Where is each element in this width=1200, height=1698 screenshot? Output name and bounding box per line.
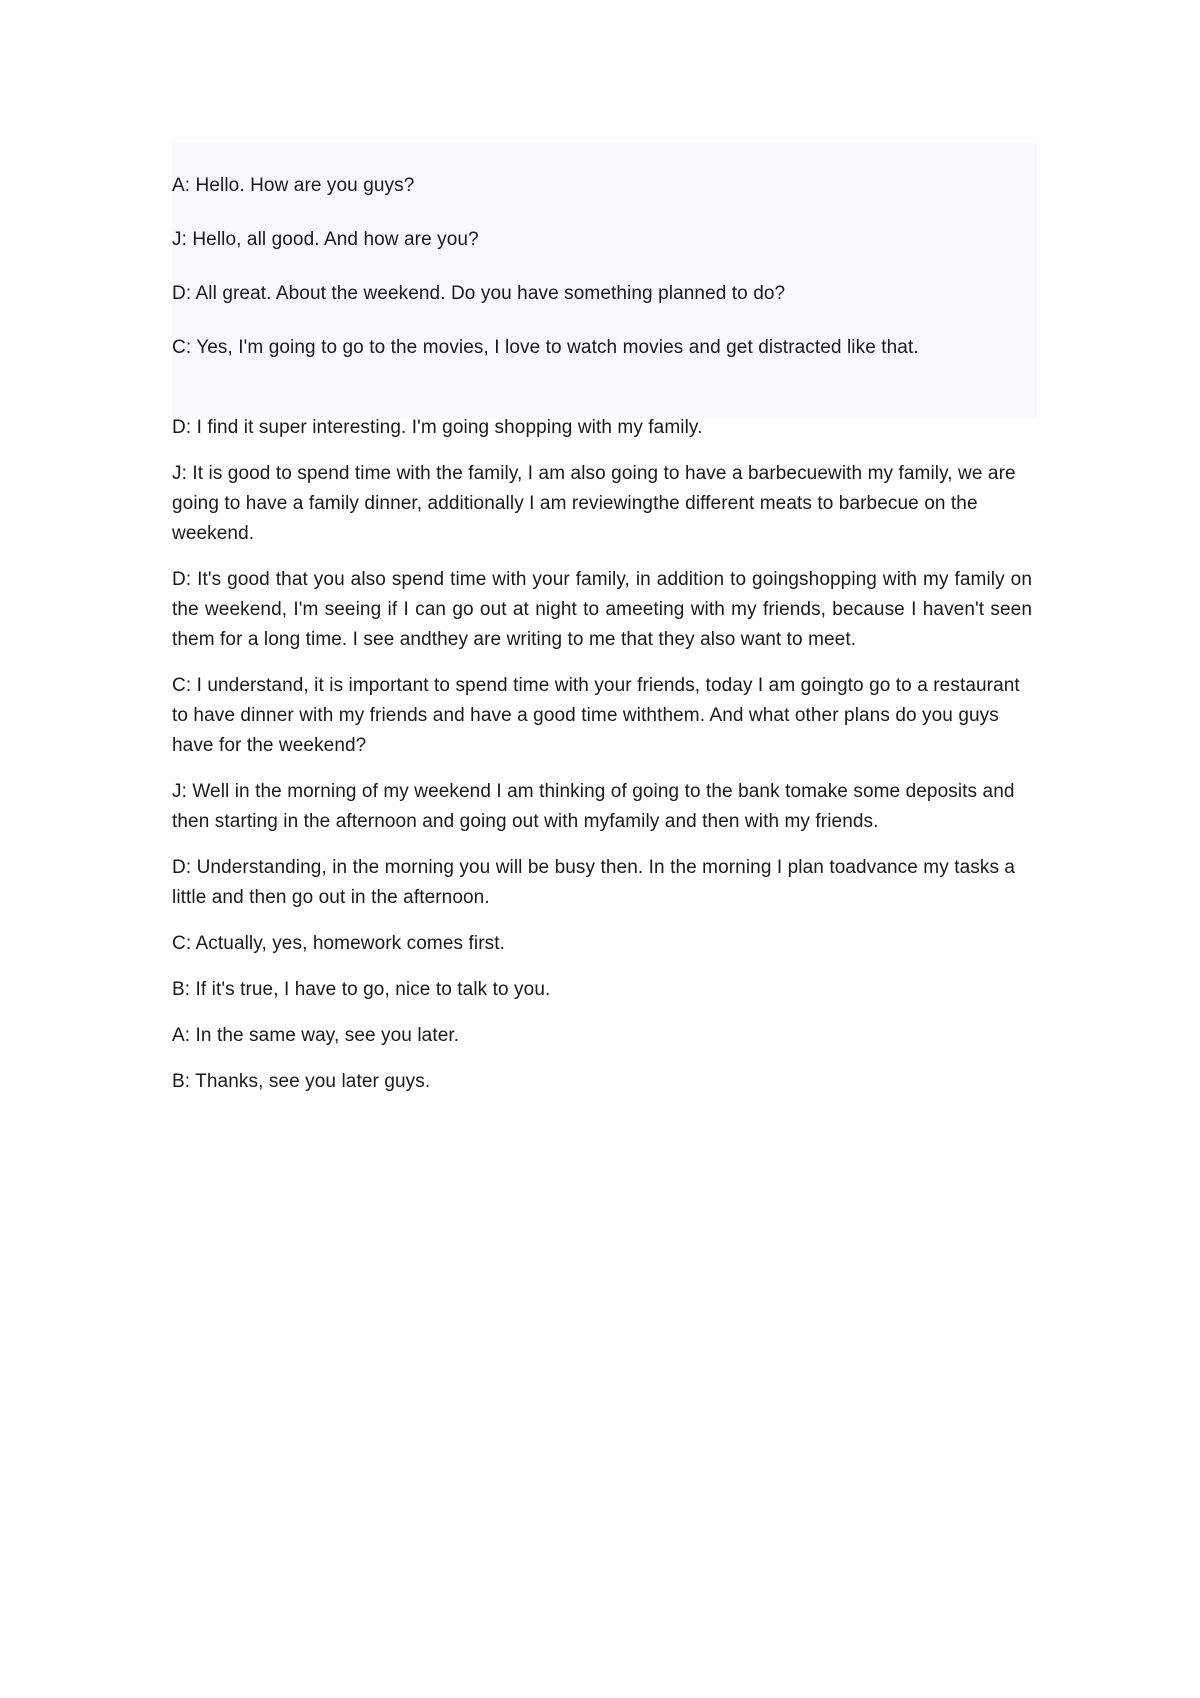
dialogue-line: D: It's good that you also spend time with your family, in addition to goingshopping with my family on the weekend, I'm seeing if I can go out at night to ameeting with my friends, because I haven't seen them for a long time. I see andthey are writing to me that they also want to meet. xyxy=(172,569,1038,650)
spacer xyxy=(172,387,1032,413)
dialogue-line: A: In the same way, see you later. xyxy=(172,1025,460,1046)
dialogue-line: D: All great. About the weekend. Do you have something planned to do? xyxy=(172,283,786,304)
dialogue-line: D: I find it super interesting. I'm going shopping with my family. xyxy=(172,417,703,438)
dialogue-line: B: If it's true, I have to go, nice to talk to you. xyxy=(172,979,551,1000)
dialogue-line: D: Understanding, in the morning you will be busy then. In the morning I plan toadvance my tasks a little and then go out in the afternoon. xyxy=(172,857,1021,908)
dialogue-line: J: It is good to spend time with the family, I am also going to have a barbecuewith my family, we are going to have a family dinner, additionally I am reviewingthe different meats to barbecue on the weekend. xyxy=(172,463,1022,544)
dialogue-line: C: Actually, yes, homework comes first. xyxy=(172,933,505,954)
dialogue-content xyxy=(172,171,1038,1113)
dialogue-line: C: I understand, it is important to spend time with your friends, today I am goingto go to a restaurant to have dinner with my friends and have a good time withthem. And what other plans do you guys have for the weekend? xyxy=(172,675,1026,756)
dialogue-line: A: Hello. How are you guys? xyxy=(172,175,415,196)
dialogue-line: C: Yes, I'm going to go to the movies, I love to watch movies and get distracted like that. xyxy=(172,337,919,358)
dialogue-line: B: Thanks, see you later guys. xyxy=(172,1071,431,1092)
dialogue-line: J: Hello, all good. And how are you? xyxy=(172,229,479,250)
dialogue-line: J: Well in the morning of my weekend I am thinking of going to the bank tomake some deposits and then starting in the afternoon and going out with myfamily and then with my friends. xyxy=(172,781,1020,832)
